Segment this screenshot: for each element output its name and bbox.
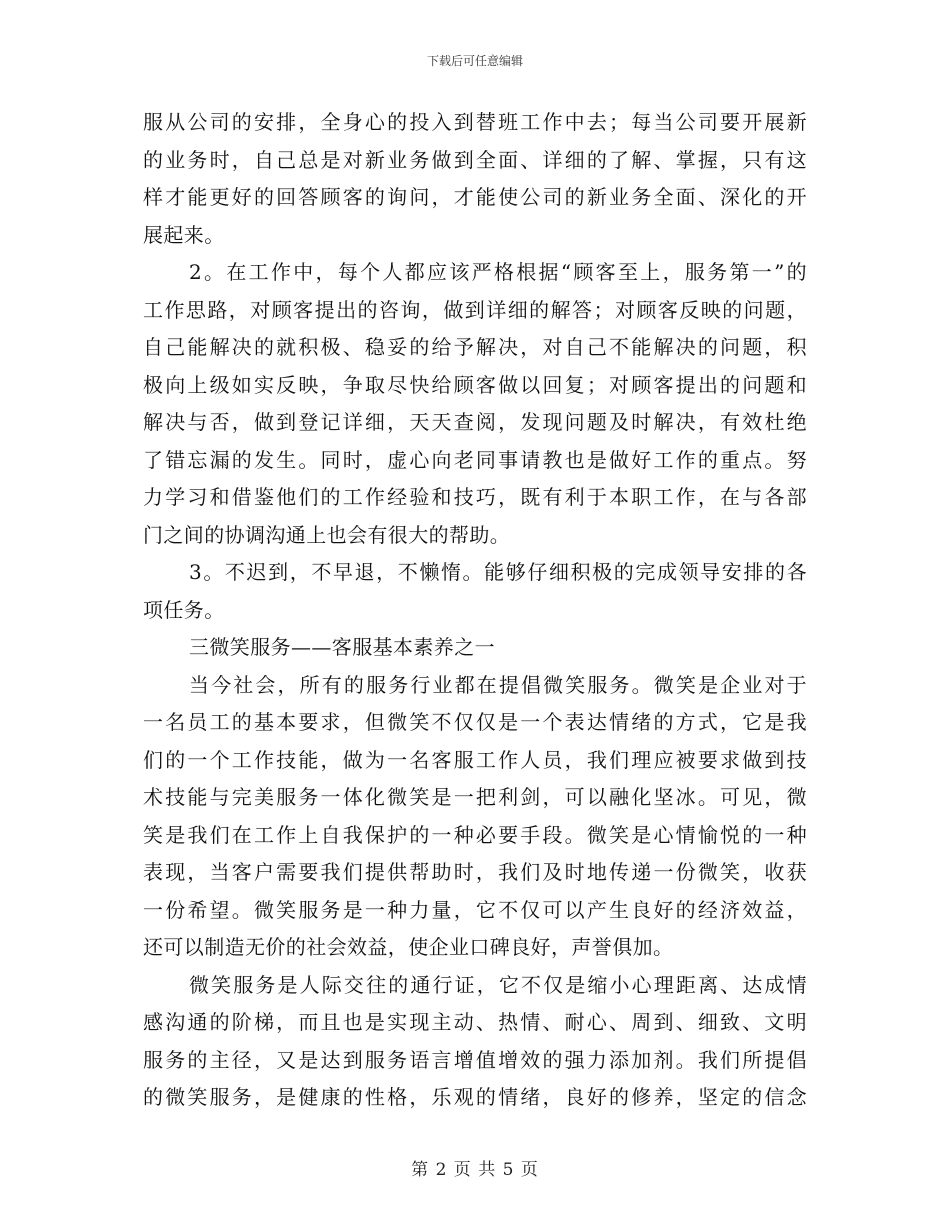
text-line: 展起来。 — [143, 222, 225, 247]
text-line: 了错忘漏的发生。同时，虚心向老同事请教也是做好工作的重点。努 — [143, 447, 807, 472]
text-line: 当今社会，所有的服务行业都在提倡微笑服务。微笑是企业对于 — [189, 672, 807, 697]
text-line: 力学习和借鉴他们的工作经验和技巧，既有利于本职工作，在与各部 — [143, 485, 807, 509]
text-line: 工作思路，对顾客提出的咨询，做到详细的解答；对顾客反映的问题， — [143, 297, 807, 322]
text-line: 3。不迟到，不早退，不懒惰。能够仔细积极的完成领导安排的各 — [189, 560, 807, 584]
text-line: 样才能更好的回答顾客的询问，才能使公司的新业务全面、深化的开 — [143, 185, 807, 209]
text-line: 自己能解决的就积极、稳妥的给予解决，对自己不能解决的问题，积 — [143, 335, 807, 359]
text-line: 笑是我们在工作上自我保护的一种必要手段。微笑是心情愉悦的一种 — [143, 822, 807, 847]
page-footer: 第 2 页 共 5 页 — [411, 1160, 539, 1180]
text-line: 解决与否，做到登记详细，天天查阅，发现问题及时解决，有效杜绝 — [143, 410, 807, 434]
text-line: 三微笑服务——客服基本素养之一 — [189, 635, 495, 659]
page-header: 下载后可任意编辑 — [426, 54, 523, 68]
text-line: 还可以制造无价的社会效益，使企业口碑良好，声誉俱加。 — [143, 935, 674, 959]
text-line: 2。在工作中，每个人都应该严格根据“顾客至上，服务第一”的 — [189, 260, 807, 284]
text-line: 的微笑服务，是健康的性格，乐观的情绪，良好的修养，坚定的信念 — [143, 1085, 807, 1109]
text-line: 的业务时，自己总是对新业务做到全面、详细的了解、掌握，只有这 — [143, 147, 807, 172]
text-line: 极向上级如实反映，争取尽快给顾客做以回复；对顾客提出的问题和 — [143, 372, 807, 397]
text-line: 感沟通的阶梯，而且也是实现主动、热情、耐心、周到、细致、文明 — [143, 1010, 807, 1034]
text-line: 们的一个工作技能，做为一名客服工作人员，我们理应被要求做到技 — [143, 747, 807, 772]
text-line: 表现，当客户需要我们提供帮助时，我们及时地传递一份微笑，收获 — [143, 860, 807, 884]
text-line: 服务的主径，又是达到服务语言增值增效的强力添加剂。我们所提倡 — [143, 1047, 807, 1072]
document-body — [143, 104, 807, 1117]
text-line: 服从公司的安排，全身心的投入到替班工作中去；每当公司要开展新 — [143, 110, 807, 134]
text-line: 门之间的协调沟通上也会有很大的帮助。 — [143, 522, 511, 547]
text-line: 项任务。 — [143, 597, 225, 622]
text-line: 术技能与完美服务一体化微笑是一把利剑，可以融化坚冰。可见，微 — [143, 785, 807, 809]
text-line: 一名员工的基本要求，但微笑不仅仅是一个表达情绪的方式，它是我 — [143, 710, 807, 734]
text-line: 一份希望。微笑服务是一种力量，它不仅可以产生良好的经济效益， — [143, 897, 807, 922]
text-line: 微笑服务是人际交往的通行证，它不仅是缩小心理距离、达成情 — [189, 972, 807, 997]
